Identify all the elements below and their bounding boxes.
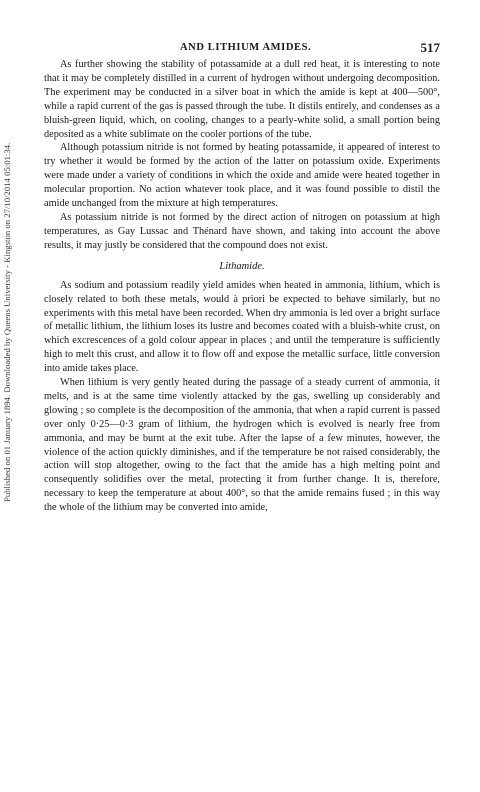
- publication-stamp: Published on 01 January 1894. Downloaded by Queens University - Kingston on 27/10/2014 05:01:34.: [2, 142, 12, 502]
- paragraph: As potassium nitride is not formed by the direct action of nitrogen on potassium at high temperatures, as Gay Lussac and Thénard have shown, and taking into account the above results, it may justly be considered that the compound does not exist.: [44, 211, 440, 251]
- paragraph: As further showing the stability of potassamide at a dull red heat, it is interesting to note that it may be completely distilled in a current of hydrogen without undergoing decomposition. The experiment may be conducted in a silver boat in which the amide is kept at 400—500°, while a rapid current of the gas is passed through the tube. It distils entirely, and condenses as a bluish-green liquid, which, on cooling, changes to a pearly-white solid, a small portion being deposited as a white sublimate on the cooler portions of the tube.: [44, 59, 440, 140]
- paragraph: As sodium and potassium readily yield amides when heated in ammonia, lithium, which is closely related to both these metals, would à priori be expected to behave similarly, but no experiments with this metal have been recorded. When dry ammonia is led over a bright surface of metallic lithium, the lithium loses its lustre and becomes coated with a bluish-white crust, on which excrescences of a gold colour appear in places ; and until the temperature is sufficiently high to melt this crust, and allow it to flow off and expose the metallic surface, little conversion into amide takes place.: [44, 279, 440, 375]
- running-head: [44, 40, 440, 58]
- section-heading: Lithamide.: [219, 260, 265, 272]
- page: [44, 40, 440, 515]
- page-number: 517: [420, 40, 440, 55]
- article-body: [44, 58, 440, 515]
- paragraph: When lithium is very gently heated during the passage of a steady current of ammonia, it melts, and is at the same time violently attacked by the gas, swelling up considerably and glowing ; so complete is the decomposition of the ammonia, that when a rapid current is passed over only 0·25—0·3 gram of lithium, the hydrogen which is evolved is nearly free from ammonia, and may be burnt at the exit tube. After the lapse of a few minutes, however, the violence of the action quickly diminishes, and if the temperature be not raised considerably, the action will stop altogether, owing to the fact that the amide has a high melting point and consequently solidifies over the metal, protecting it from further change. It is, therefore, necessary to keep the temperature at about 400°, so that the amide remains fused ; in this way the whole of the lithium may be converted into amide,: [44, 377, 440, 514]
- running-title: AND LITHIUM AMIDES.: [180, 42, 312, 53]
- paragraph: Although potassium nitride is not formed by heating potassamide, it appeared of interest to try whether it would be formed by the action of the latter on potassium oxide. Experiments were made under a variety of conditions in which the oxide and amide were heated together in molecular proportion. No action whatever took place, and it was found possible to distil the amide unchanged from the mixture at high temperatures.: [44, 142, 440, 210]
